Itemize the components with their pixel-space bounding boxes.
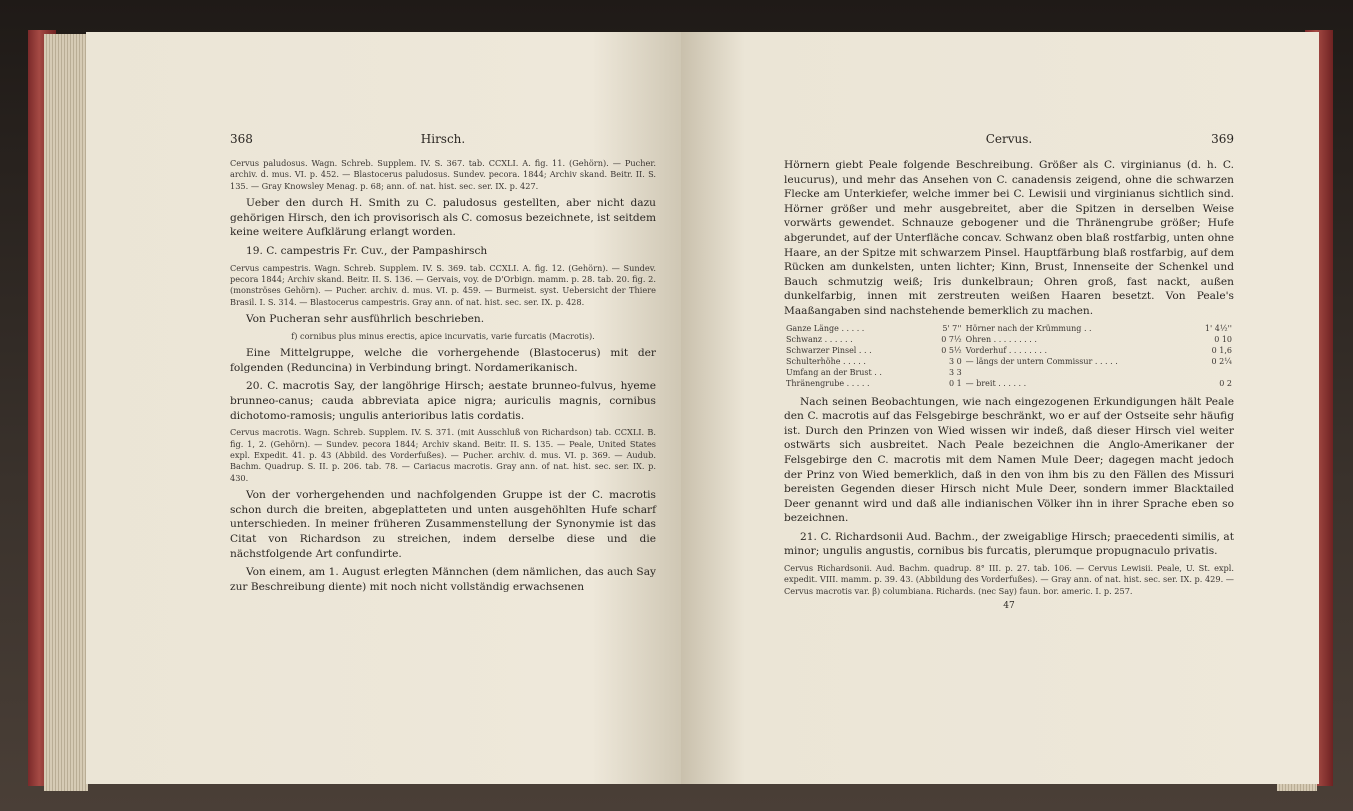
page-edges-left bbox=[44, 34, 88, 791]
citation: f) cornibus plus minus erectis, apice incurvatis, varie furcatis (Macrotis). bbox=[291, 330, 595, 341]
measurement-cell: 0 1 bbox=[948, 378, 962, 388]
right-page-body-top bbox=[784, 158, 1234, 319]
citation: Cervus Richardsonii. Aud. Bachm. quadrup. 8° III. p. 27. tab. 106. — Cervus Lewisii. Peale, U. St. expl. expedit. VIII. mamm. p. 39. 43. (Abbildung des Vorderfußes). — Gray ann. of nat. hist. sec. ser. IX. p. 429. — Cervus macrotis var. β) columbiana. Richards. (nec Say) faun. bor. americ. I. p. 257. bbox=[784, 563, 1234, 596]
paragraph: Eine Mittelgruppe, welche die vorhergehende (Blastocerus) mit der folgenden (Reduncina) in Verbindung bringt. Nordamerikanisch. bbox=[230, 347, 656, 374]
measurement-cell: Schwarzer Pinsel . . . bbox=[786, 345, 872, 355]
left-page-column bbox=[230, 132, 656, 598]
left-page-body bbox=[230, 158, 656, 594]
measurement-cell: 0 1,6 bbox=[1211, 345, 1232, 355]
right-page-header bbox=[784, 132, 1234, 150]
paragraph: Hörnern giebt Peale folgende Beschreibung. Größer als C. virginianus (d. h. C. leucurus), und mehr das Ansehen von C. canadensis zeigend, ohne die schwarzen Flecke am Unterkiefer, welche immer bei C. Lewisii und virginianus sichtlich sind. Hörner größer und mehr ausgebreitet, aber die Spitzen in derselben Weise vorwärts gewendet. Schnauze gebogener und die Thränengrube größer; Hufe abgerundet, auf der Unterfläche concav. Schwanz oben blaß rostfarbig, unten ohne Haare, an der Spitze mit schwarzem Pinsel. Hauptfärbung blaß rostfarbig, auf dem Rücken am dunkelsten, unten lichter; Kinn, Brust, Innenseite der Schenkel und Bauch schmutzig weiß; Iris dunkelbraun; Ohren groß, fast nackt, außen dunkelfarbig, innen mit zerstreuten weißen Haaren besetzt. Von Peale's Maaßangaben sind nachstehende bemerklich zu machen. bbox=[784, 159, 1234, 317]
running-head-left: Hirsch. bbox=[420, 132, 466, 146]
measurement-cell: Ganze Länge . . . . . bbox=[786, 323, 865, 333]
paragraph: Von der vorhergehenden und nachfolgenden Gruppe ist der C. macrotis schon durch die breiten, abgeplatteten und unten ausgehöhlten Hufe scharf unterschieden. In meiner früheren Zusammenstellung der Synonymie ist das Citat von Richardson zu streichen, indem derselbe diese und die nächstfolgende Art confundirte. bbox=[230, 489, 656, 560]
measurement-row bbox=[784, 334, 1234, 345]
measurement-cell bbox=[964, 367, 1189, 378]
measurement-row bbox=[784, 345, 1234, 356]
paragraph: 20. C. macrotis Say, der langöhrige Hirsch; aestate brunneo-fulvus, hyeme brunneo-canus; cauda abbreviata apice nigra; auriculis magnis, cornibus dichotomo-ramosis; ungulis anterioribus latis cordatis. bbox=[230, 380, 656, 422]
page-number-right: 369 bbox=[1211, 132, 1234, 146]
measurement-cell: 0 5½ bbox=[941, 345, 962, 355]
paragraph: 19. C. campestris Fr. Cuv., der Pampashirsch bbox=[246, 245, 488, 257]
measurement-row bbox=[784, 378, 1234, 389]
measurement-cell: Thränengrube . . . . . bbox=[786, 378, 870, 388]
measurements-table bbox=[784, 323, 1234, 389]
paragraph: Von einem, am 1. August erlegten Männchen (dem nämlichen, das auch Say zur Beschreibung diente) mit noch nicht vollständig erwachsenen bbox=[230, 566, 656, 593]
running-head-right: Cervus. bbox=[985, 132, 1033, 146]
page-number-left: 368 bbox=[230, 132, 253, 146]
left-page-header bbox=[230, 132, 656, 150]
measurement-cell: 3 0 bbox=[948, 356, 962, 366]
measurement-cell: 0 2¼ bbox=[1211, 356, 1232, 366]
left-page bbox=[86, 32, 681, 784]
measurement-cell: Vorderhuf . . . . . . . . bbox=[965, 345, 1047, 355]
measurement-cell: 0 2 bbox=[1219, 378, 1232, 388]
paragraph: Nach seinen Beobachtungen, wie nach eingezogenen Erkundigungen hält Peale den C. macrotis auf das Felsgebirge beschränkt, wo er auf der Ostseite sehr häufig ist. Durch den Prinzen von Wied wissen wir indeß, daß dieser Hirsch viel weiter ostwärts sich ausbreitet. Nach Peale bezeichnen die Anglo-Amerikaner der Felsgebirge den C. macrotis mit dem Namen Mule Deer; dagegen macht jedoch der Prinz von Wied bemerklich, daß in den von ihm bis zu den Fällen des Missuri bereisten Gegenden dieser Hirsch nicht Mule Deer, sondern immer Blacktailed Deer genannt wird und daß alle indianischen Völker ihn in ihrer Sprache eben so bezeichnen. bbox=[784, 395, 1234, 525]
measurement-cell: Schulterhöhe . . . . . bbox=[786, 356, 866, 366]
paragraph: Von Pucheran sehr ausführlich beschrieben. bbox=[246, 313, 485, 326]
citation: Cervus campestris. Wagn. Schreb. Supplem. IV. S. 369. tab. CCXLI. A. fig. 12. (Gehörn). — Sundev. pecora 1844; Archiv skand. Beitr. II. S. 136. — Gervais, voy. de D'Orbign. mamm. p. 28. tab. 20. fig. 2. (monströses Gehörn). — Pucher. archiv. d. mus. VI. p. 459. — Burmeist. syst. Uebersicht der Thiere Brasil. I. S. 314. — Blastocerus campestris. Gray ann. of nat. hist. sec. ser. IX. p. 428. bbox=[230, 262, 656, 307]
measurement-cell: Ohren . . . . . . . . . bbox=[965, 334, 1037, 344]
paragraph: Ueber den durch H. Smith zu C. paludosus gestellten, aber nicht dazu gehörigen Hirsch, den ich provisorisch als C. comosus bezeichnete, ist seitdem keine weitere Aufklärung erlangt worden. bbox=[230, 197, 656, 239]
measurement-cell: Schwanz . . . . . . bbox=[786, 334, 853, 344]
paragraph: 21. C. Richardsonii Aud. Bachm., der zweigablige Hirsch; praecedenti similis, at minor; ungulis angustis, cornibus bis furcatis, plerumque propugnaculo privatis. bbox=[784, 530, 1234, 558]
measurement-cell: 5' 7'' bbox=[942, 323, 962, 333]
signature-mark: 47 bbox=[1003, 601, 1015, 612]
measurement-cell bbox=[1189, 367, 1234, 378]
measurement-row bbox=[784, 356, 1234, 367]
measurement-cell: 0 7½ bbox=[941, 334, 962, 344]
measurement-cell: 0 10 bbox=[1214, 334, 1232, 344]
measurement-cell: — längs der untern Commissur . . . . . bbox=[965, 356, 1118, 366]
right-page-column bbox=[784, 132, 1234, 611]
measurement-cell: — breit . . . . . . bbox=[965, 378, 1027, 388]
right-page-body-bottom bbox=[784, 395, 1234, 598]
measurement-cell: Hörner nach der Krümmung . . bbox=[965, 323, 1092, 333]
citation: Cervus macrotis. Wagn. Schreb. Supplem. IV. S. 371. (mit Ausschluß von Richardson) tab. CCXLI. B. fig. 1, 2. (Gehörn). — Sundev. pecora 1844; Archiv skand. Beitr. II. S. 135. — Peale, United States expl. Expedit. 41. p. 43 (Abbild. des Vorderfußes). — Pucher. archiv. d. mus. VI. p. 369. — Audub. Bachm. Quadrup. S. II. p. 206. tab. 78. — Cariacus macrotis. Gray ann. of nat. hist. sec. ser. IX. p. 430. bbox=[230, 427, 656, 483]
measurement-row bbox=[784, 323, 1234, 334]
right-page bbox=[681, 32, 1319, 784]
citation: Cervus paludosus. Wagn. Schreb. Supplem. IV. S. 367. tab. CCXLI. A. fig. 11. (Gehörn). — Pucher. archiv. d. mus. VI. p. 452. — Blastocerus paludosus. Sundev. pecora. 1844; Archiv skand. Beitr. II. S. 135. — Gray Knowsley Menag. p. 68; ann. of. nat. hist. sec. ser. IX. p. 427. bbox=[230, 158, 656, 191]
measurement-cell: 3 3 bbox=[948, 367, 962, 377]
measurement-cell: Umfang an der Brust . . bbox=[786, 367, 882, 377]
measurement-row bbox=[784, 367, 1234, 378]
measurement-cell: 1' 4½'' bbox=[1204, 323, 1232, 333]
